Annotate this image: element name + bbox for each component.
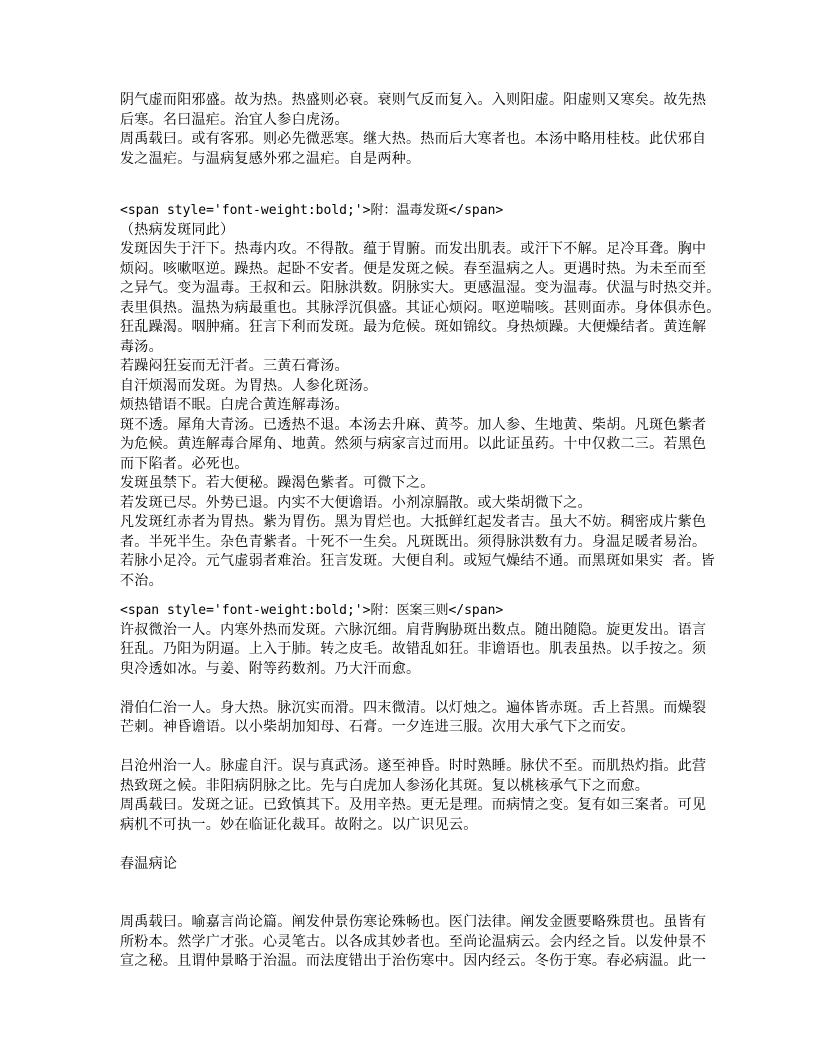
text-line: 宣之秘。且谓仲景略于治温。而法度错出于治伤寒中。因内经云。冬伤于寒。春必病温。此一 xyxy=(120,953,707,969)
text-line: 周禹载曰。喻嘉言尚论篇。阐发仲景伤寒论殊畅也。医门法律。阐发金匮要略殊贯也。虽皆有 xyxy=(120,914,707,930)
blank-line xyxy=(120,738,720,758)
text-line: 发斑因失于汗下。热毒内攻。不得散。蕴于胃腑。而发出肌表。或汗下不解。足冷耳聋。胸中 xyxy=(120,241,707,257)
text-line: （热病发斑同此） xyxy=(120,221,235,238)
text-line: 之异气。变为温毒。王叔和云。阳脉洪数。阴脉实大。更感温湿。变为温毒。伏温与时热交并。 xyxy=(120,280,721,296)
text-line: 病机不可执一。妙在临证化裁耳。故附之。以广识见云。 xyxy=(120,816,478,833)
text-line: 狂乱躁渴。咽肿痛。狂言下利而发斑。最为危候。斑如锦纹。身热烦躁。大便燥结者。黄连解 xyxy=(120,319,707,335)
text-line: 烦热错语不眠。白虎合黄连解毒汤。 xyxy=(120,397,349,413)
text-line: 所粉本。然学广才张。心灵笔古。以各成其妙者也。至尚论温病云。会内经之旨。以发仲景不 xyxy=(120,933,707,950)
text-line: 周禹载曰。或有客邪。则必先微恶寒。继大热。热而后大寒者也。本汤中略用桂枝。此伏邪自 xyxy=(120,131,707,147)
text-line: 狂乱。乃阳为阴逼。上入于肺。转之皮毛。故错乱如狂。非谵语也。肌表虽热。以手按之。须 xyxy=(120,641,707,657)
text-line: 毒汤。 xyxy=(120,338,163,355)
text-line: 阴气虚而阳邪盛。故为热。热盛则必衰。衰则气反而复入。入则阳虚。阳虚则又寒矣。故先热 xyxy=(120,92,707,108)
text-line: 许叔微治一人。内寒外热而发斑。六脉沉细。肩背胸胁斑出数点。随出随隐。旋更发出。语言 xyxy=(120,621,707,638)
text-line: 若发斑已尽。外势已退。内实不大便谵语。小剂凉膈散。或大柴胡微下之。 xyxy=(120,494,592,511)
text-line: 发之温疟。与温病复感外邪之温疟。自是两种。 xyxy=(120,150,421,167)
text-block-warm-malaria xyxy=(120,91,720,169)
text-line: 周禹载曰。发斑之证。已致慎其下。及用辛热。更无是理。而病情之变。复有如三案者。可见 xyxy=(120,797,707,813)
blank-line xyxy=(120,894,720,914)
section-heading-raw-markup: <span style='font-weight:bold;'>附：医案三则</span> xyxy=(120,603,504,618)
text-line: 滑伯仁治一人。身大热。脉沉实而滑。四末微清。以灯烛之。遍体皆赤斑。舌上苔黑。而燥裂 xyxy=(120,699,707,716)
text-line: 表里俱热。温热为病最重也。其脉浮沉俱盛。其证心烦闷。呕逆喘咳。甚则面赤。身体俱赤色。 xyxy=(120,299,721,316)
text-block-medical-cases xyxy=(120,601,720,972)
text-line: 发斑虽禁下。若大便秘。躁渴色紫者。可微下之。 xyxy=(120,475,435,491)
text-line: 春温病论 xyxy=(120,855,178,872)
text-line: 凡发斑红赤者为胃热。紫为胃伤。黑为胃烂也。大抵鲜红起发者吉。虽大不妨。稠密成片紫色 xyxy=(120,514,707,530)
text-line: 若脉小足冷。元气虚弱者难治。狂言发斑。大便自利。或短气燥结不通。而黑斑如果实 者。皆 xyxy=(120,553,716,569)
text-line: 若躁闷狂妄而无汗者。三黄石膏汤。 xyxy=(120,358,349,374)
text-line: 斑不透。犀角大青汤。已透热不退。本汤去升麻、黄芩。加人参、生地黄、柴胡。凡斑色紫者 xyxy=(120,416,707,433)
blank-line xyxy=(120,679,720,699)
section-heading-raw-markup: <span style='font-weight:bold;'>附：温毒发斑</span> xyxy=(120,203,504,218)
text-block-warm-toxin-rash xyxy=(120,201,720,591)
text-line: 热致斑之候。非阳病阴脉之比。先与白虎加人参汤化其斑。复以桃核承气下之而愈。 xyxy=(120,777,650,794)
blank-line xyxy=(120,835,720,855)
text-line: 者。半死半生。杂色青紫者。十死不一生矣。凡斑既出。须得脉洪数有力。身温足暖者易治。 xyxy=(120,533,707,550)
blank-line xyxy=(120,874,720,894)
text-line: 后寒。名曰温疟。治宜人参白虎汤。 xyxy=(120,111,349,128)
text-line: 而下陷者。必死也。 xyxy=(120,455,249,472)
text-line: 不治。 xyxy=(120,572,163,589)
text-line: 自汗烦渴而发斑。为胃热。人参化斑汤。 xyxy=(120,377,378,394)
text-line: 芒刺。神昏谵语。以小柴胡加知母、石膏。一夕连进三服。次用大承气下之而安。 xyxy=(120,719,635,735)
text-line: 为危候。黄连解毒合犀角、地黄。然须与病家言过而用。以此证虽药。十中仅救二三。若黑色 xyxy=(120,436,707,452)
text-line: 烦闷。咳嗽呕逆。躁热。起卧不安者。便是发斑之候。春至温病之人。更遇时热。为未至而至 xyxy=(120,260,707,277)
text-line: 臾冷透如冰。与姜、附等药数剂。乃大汗而愈。 xyxy=(120,660,421,677)
text-line: 吕沧州治一人。脉虚自汗。误与真武汤。遂至神昏。时时熟睡。脉伏不至。而肌热灼指。此营 xyxy=(120,758,707,774)
